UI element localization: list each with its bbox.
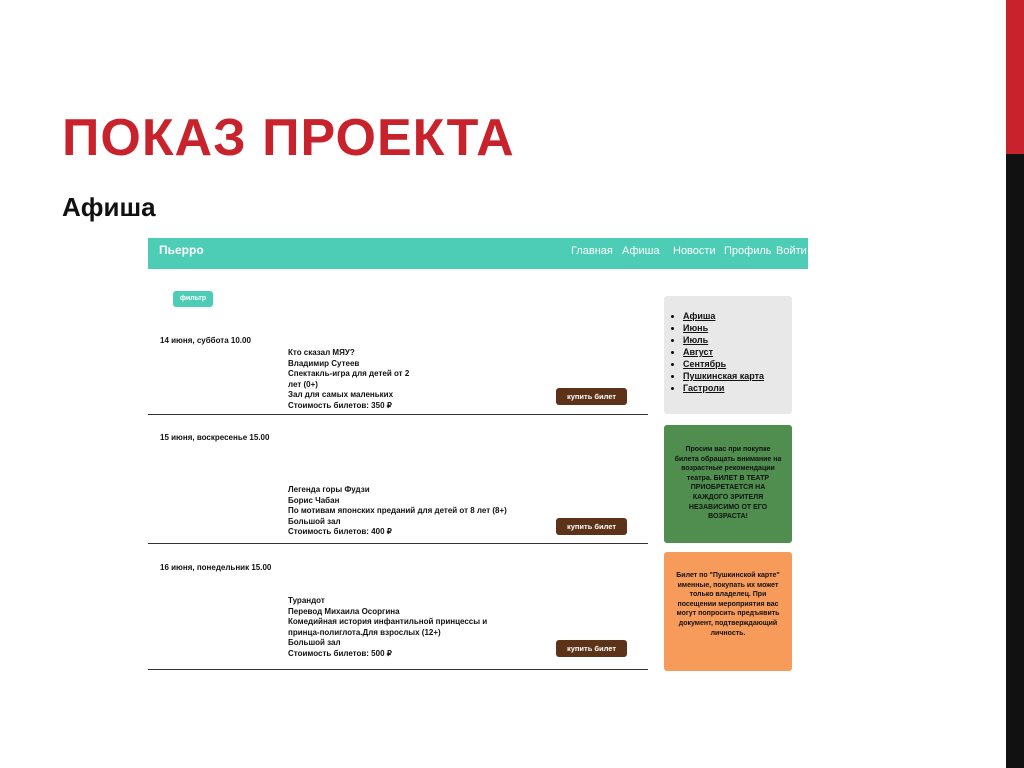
sidebar-link-july[interactable]: Июль — [683, 335, 709, 345]
sidebar-link-afisha[interactable]: Афиша — [683, 311, 716, 321]
event-2-price: Стоимость билетов: 400 ₽ — [288, 527, 392, 536]
buy-ticket-button-2[interactable]: купить билет — [556, 518, 627, 535]
event-3-details — [288, 596, 488, 659]
slide-title: ПОКАЗ ПРОЕКТА — [62, 109, 515, 167]
event-2-author: Борис Чабан — [288, 495, 340, 505]
event-3-author: Перевод Михаила Осоргина — [288, 606, 400, 616]
event-2-title: Легенда горы Фудзи — [288, 485, 370, 494]
accent-bar-black — [1006, 154, 1024, 768]
buy-ticket-button-1[interactable]: купить билет — [556, 388, 627, 405]
site-logo[interactable]: Пьерро — [159, 243, 204, 257]
pushkin-card-notice-text: Билет по "Пушкинской карте" именные, покупать их может только владелец. При посещении мероприятия вас могут попросить предъявить документ, подтверждающий личность. — [676, 572, 780, 637]
nav-news[interactable]: Новости — [673, 245, 716, 257]
sidebar-link-september[interactable]: Сентябрь — [683, 359, 727, 369]
nav-login[interactable]: Войти — [776, 245, 807, 257]
slide-subtitle: Афиша — [62, 192, 156, 222]
navbar — [148, 238, 808, 269]
sidebar-item-september — [683, 358, 792, 370]
event-2-date: 15 июня, воскресенье 15.00 — [160, 433, 270, 442]
event-3-date: 16 июня, понедельник 15.00 — [160, 563, 272, 572]
event-3-price: Стоимость билетов: 500 ₽ — [288, 648, 392, 658]
event-3-title: Турандот — [288, 596, 325, 605]
event-1-details — [288, 348, 423, 411]
event-divider — [148, 669, 648, 670]
filter-button[interactable]: фильтр — [173, 291, 213, 307]
sidebar-item-june — [683, 322, 792, 334]
website-screenshot — [148, 238, 808, 678]
sidebar-link-pushkin-card[interactable]: Пушкинская карта — [683, 371, 765, 381]
sidebar-link-tours[interactable]: Гастроли — [683, 383, 725, 393]
event-divider — [148, 543, 648, 544]
sidebar-menu — [664, 296, 792, 414]
event-1-date: 14 июня, суббота 10.00 — [160, 336, 251, 345]
accent-bar-red — [1006, 0, 1024, 154]
age-notice-panel — [664, 425, 792, 543]
sidebar-item-tours — [683, 382, 792, 394]
event-3-hall: Большой зал — [288, 638, 341, 647]
event-1-description: Спектакль-игра для детей от 2 лет (0+) — [288, 369, 410, 389]
sidebar-link-june[interactable]: Июнь — [683, 323, 709, 333]
event-2-details — [288, 485, 528, 538]
age-notice-text: Просим вас при покупке билета обращать внимание на возрастные рекомендации театра. БИЛЕТ В ТЕАТР ПРИОБРЕТАЕТСЯ НА КАЖДОГО ЗРИТЕЛЯ НЕЗАВИСИМО ОТ ЕГО ВОЗРАСТА! — [674, 446, 782, 521]
pushkin-card-notice-panel — [664, 552, 792, 671]
event-divider — [148, 414, 648, 415]
event-2-hall: Большой зал — [288, 516, 341, 526]
sidebar-item-august — [683, 346, 792, 358]
event-1-author: Владимир Сутеев — [288, 358, 360, 368]
sidebar-item-pushkin-card — [683, 370, 792, 382]
event-2-description: По мотивам японских преданий для детей от 8 лет (8+) — [288, 506, 507, 515]
event-3-description: Комедийная история инфантильной принцессы и принца-полиглота.Для взрослых (12+) — [288, 617, 488, 637]
sidebar-link-august[interactable]: Август — [683, 347, 713, 357]
event-1-price: Стоимость билетов: 350 ₽ — [288, 400, 392, 410]
buy-ticket-button-3[interactable]: купить билет — [556, 640, 627, 657]
sidebar-item-afisha — [683, 310, 792, 322]
sidebar-item-july — [683, 334, 792, 346]
event-1-title: Кто сказал МЯУ? — [288, 348, 355, 357]
nav-home[interactable]: Главная — [571, 245, 613, 257]
nav-profile[interactable]: Профиль — [724, 245, 772, 257]
nav-afisha[interactable]: Афиша — [622, 245, 660, 257]
event-1-hall: Зал для самых маленьких — [288, 390, 394, 399]
